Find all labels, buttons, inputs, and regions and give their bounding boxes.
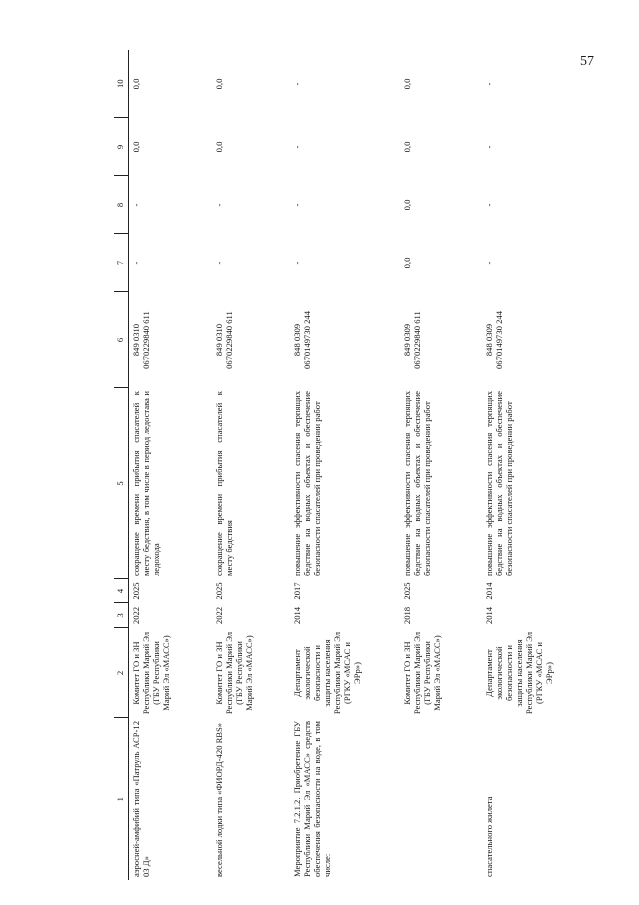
cell-col7: - bbox=[483, 261, 494, 265]
cell-col10: 0,0 bbox=[131, 78, 141, 90]
cell-goal: повышение эффективности спасения терпящих бедствие на водных объектах и обеспечение безопасности спасателей при проведении работ bbox=[483, 391, 514, 576]
col-header-6: 6 bbox=[114, 292, 129, 388]
cell-end-year: 2025 bbox=[401, 582, 412, 600]
cell-goal: сокращение времени прибытия спасателей к месту бедствия, в том числе в период ледостава и ледохода bbox=[131, 391, 162, 576]
col-header-3: 3 bbox=[114, 603, 129, 628]
cell-budget-code bbox=[400, 292, 482, 388]
cell-budget-code bbox=[212, 292, 290, 388]
cell-executor: Комитет ГО и ЗН Республики Марий Эл (ГБУ Республики Марий Эл «МАСС») bbox=[401, 631, 442, 715]
col-header-5: 5 bbox=[114, 388, 129, 579]
table-row bbox=[290, 50, 400, 880]
cell-col9: 0,0 bbox=[131, 141, 141, 153]
cell-col7: - bbox=[131, 261, 141, 265]
col-header-8: 8 bbox=[114, 176, 129, 234]
cell-measure: Мероприятие 7.2.1.2. Приобретение ГБУ Республики Марий Эл «МАСС» средств обеспечения безопасности на воде, в том числе: bbox=[291, 721, 332, 877]
budget-code-line1: 849 0310 bbox=[213, 323, 224, 357]
measures-table bbox=[114, 50, 626, 880]
cell-col8: - bbox=[213, 203, 224, 207]
col-header-10: 10 bbox=[114, 50, 129, 118]
cell-end-year: 2014 bbox=[483, 582, 494, 600]
cell-goal: сокращение времени прибытия спасателей к месту бедствия bbox=[213, 391, 234, 576]
col-header-1: 1 bbox=[114, 718, 129, 880]
cell-col8: - bbox=[483, 203, 494, 207]
budget-code-line1: 848 0309 bbox=[483, 323, 494, 357]
cell-col8: - bbox=[131, 203, 141, 207]
cell-budget-code bbox=[482, 292, 627, 388]
cell-col7: 0,0 bbox=[401, 257, 412, 269]
cell-end-year: 2025 bbox=[213, 582, 224, 600]
cell-col10: 0,0 bbox=[213, 78, 224, 90]
cell-col9: 0,0 bbox=[213, 141, 224, 153]
cell-executor: Комитет ГО и ЗН Республики Марий Эл (ГБУ Республики Марий Эл «МАСС») bbox=[131, 631, 172, 715]
table-row bbox=[212, 50, 290, 880]
cell-col7: - bbox=[213, 261, 224, 265]
col-header-7: 7 bbox=[114, 234, 129, 292]
cell-measure: весельной лодки типа «ФИОРД-420 RBS» bbox=[213, 722, 224, 877]
budget-code-line1: 849 0309 bbox=[401, 323, 412, 357]
cell-measure: спасательного жилета bbox=[483, 796, 494, 877]
cell-col10: - bbox=[291, 82, 302, 86]
budget-code-line1: 848 0309 bbox=[291, 323, 302, 357]
cell-measure: аэросней-амфибий типа «Патруль АСР-12 03 Д» bbox=[131, 721, 152, 877]
cell-col10: - bbox=[483, 82, 494, 86]
rotated-table-container bbox=[114, 50, 626, 880]
cell-executor: Департамент экологической безопасности и защиты населения Республики Марий Эл (РГКУ «МСАС и ЭРр») bbox=[483, 631, 555, 715]
cell-measure bbox=[400, 718, 482, 880]
cell-col8: - bbox=[291, 203, 302, 207]
col-header-9: 9 bbox=[114, 118, 129, 176]
page-number: 57 bbox=[580, 54, 594, 69]
cell-goal: повышение эффективности спасения терпящих бедствие на водных объектах и обеспечение безопасности спасателей при проведении работ bbox=[401, 391, 432, 576]
cell-start-year: 2022 bbox=[213, 606, 224, 625]
header-row bbox=[114, 50, 129, 880]
table-row bbox=[129, 50, 212, 880]
cell-budget-code bbox=[129, 292, 212, 388]
budget-code-line2: 0670149730 244 bbox=[301, 311, 312, 370]
table-row bbox=[400, 50, 482, 880]
cell-executor: Департамент экологической безопасности и защиты населения Республики Марий Эл (РГКУ «МСАС и ЭРр») bbox=[291, 631, 363, 715]
cell-col9: - bbox=[483, 145, 494, 149]
table-row bbox=[482, 50, 627, 880]
budget-code-line2: 0670229840 611 bbox=[411, 311, 422, 369]
cell-col9: - bbox=[291, 145, 302, 149]
cell-start-year: 2014 bbox=[291, 606, 302, 625]
cell-goal: повышение эффективности спасения терпящих бедствие на водных объектах и обеспечение безопасности спасателей при проведении работ bbox=[291, 391, 322, 576]
cell-col9: 0,0 bbox=[401, 141, 412, 153]
cell-end-year: 2017 bbox=[291, 582, 302, 600]
col-header-2: 2 bbox=[114, 628, 129, 718]
cell-budget-code bbox=[290, 292, 400, 388]
cell-executor: Комитет ГО и ЗН Республики Марий Эл (ГБУ Республики Марий Эл «МАСС») bbox=[213, 631, 254, 715]
cell-start-year: 2022 bbox=[131, 606, 141, 625]
cell-col10: 0,0 bbox=[401, 78, 412, 90]
cell-end-year: 2025 bbox=[131, 582, 141, 600]
budget-code-line1: 849 0310 bbox=[131, 323, 141, 357]
cell-start-year: 2014 bbox=[483, 606, 494, 625]
budget-code-line2: 0670229840 611 bbox=[223, 311, 234, 369]
budget-code-line2: 0670149730 244 bbox=[493, 311, 504, 370]
col-header-4: 4 bbox=[114, 579, 129, 603]
cell-start-year: 2018 bbox=[401, 606, 412, 625]
budget-code-line2: 0670229840 611 bbox=[141, 311, 152, 369]
cell-col7: - bbox=[291, 261, 302, 265]
cell-col8: 0,0 bbox=[401, 199, 412, 211]
